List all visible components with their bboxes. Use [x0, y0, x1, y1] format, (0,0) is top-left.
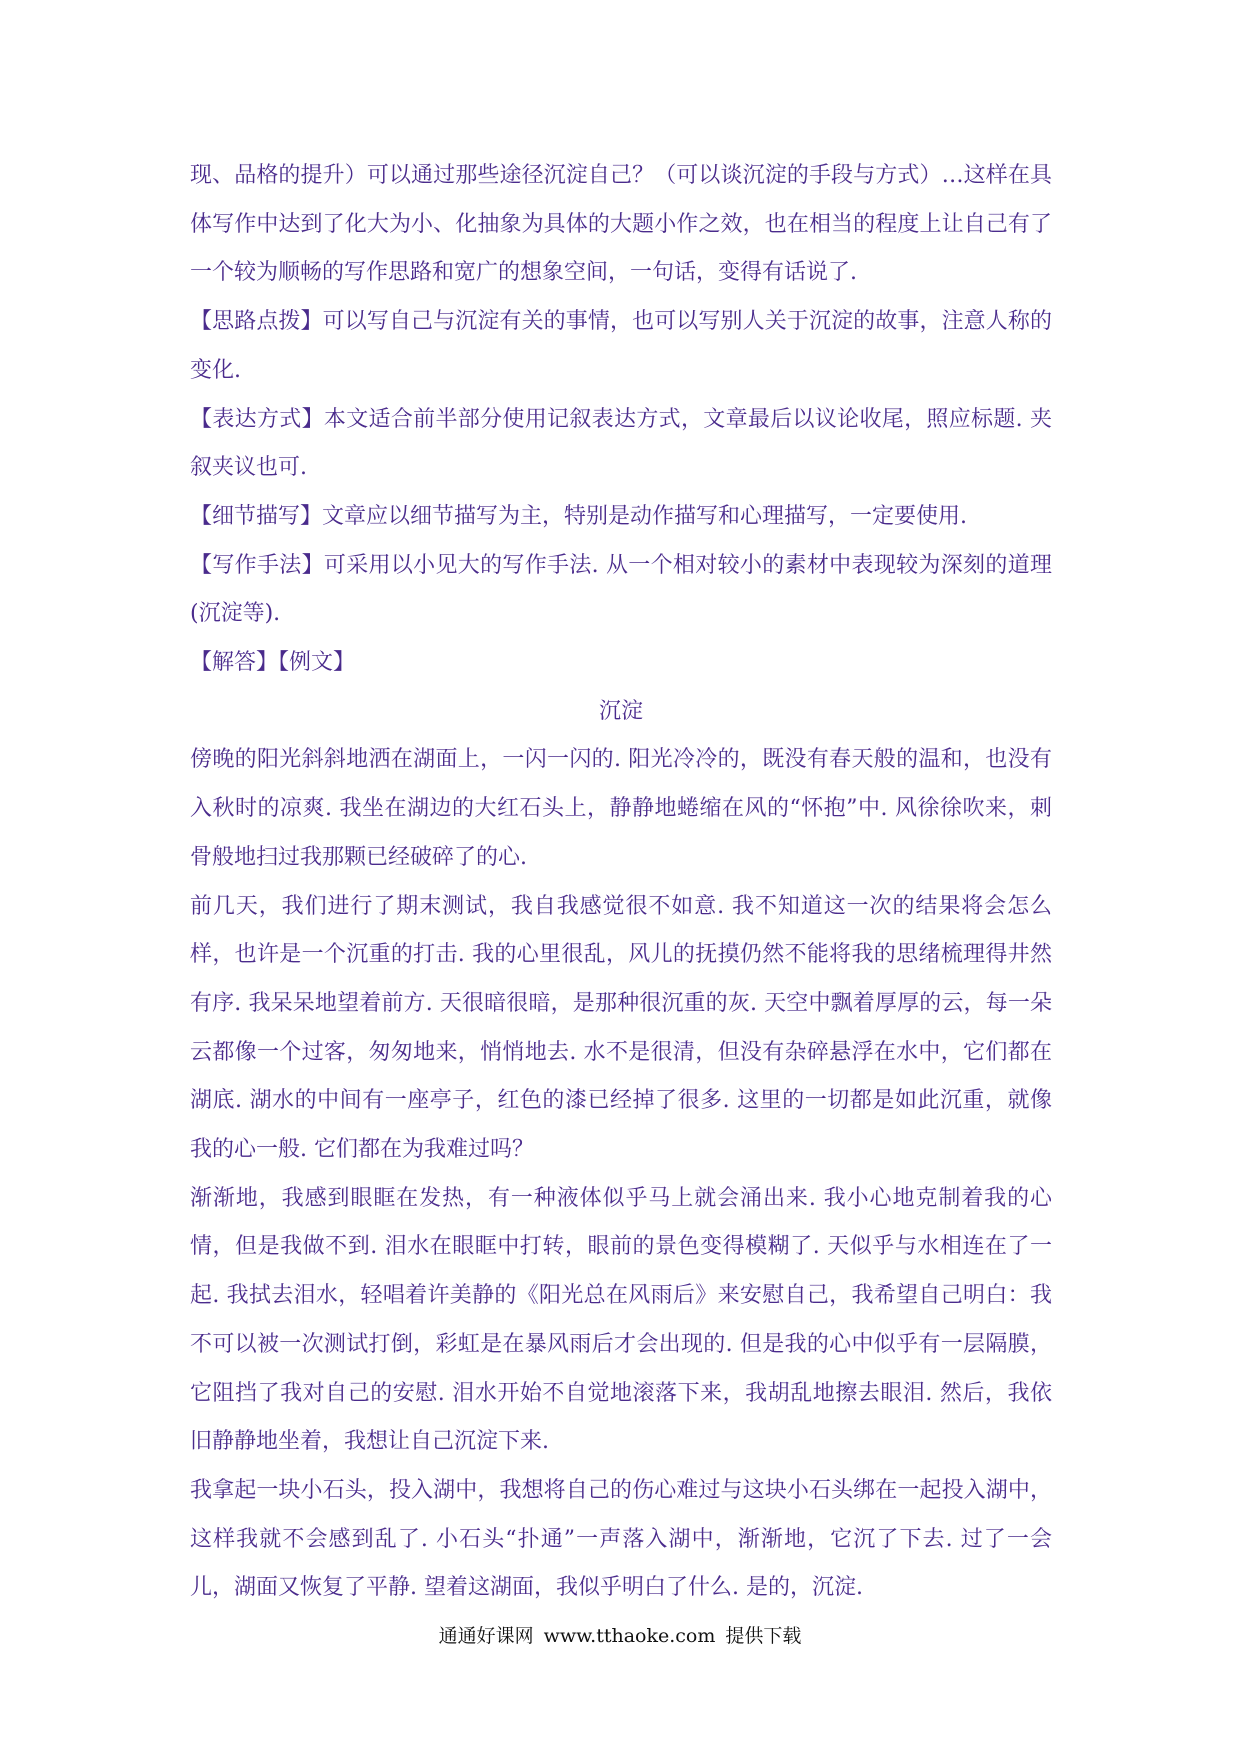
essay-paragraph-1: 傍晚的阳光斜斜地洒在湖面上，一闪一闪的. 阳光冷冷的，既没有春天般的温和，也没有入秋时的凉爽. 我坐在湖边的大红石头上，静静地蜷缩在风的“怀抱”中. 风徐徐吹来，刺骨般地扫过我那颗已经破碎了的心. [190, 747, 1052, 870]
essay-paragraph-2: 前几天，我们进行了期末测试，我自我感觉很不如意. 我不知道这一次的结果将会怎么样，也许是一个沉重的打击. 我的心里很乱，风儿的抚摸仍然不能将我的思绪梳理得井然有序. 我呆呆地望着前方. 天很暗很暗，是那种很沉重的灰. 天空中飘着厚厚的云，每一朵云都像一个过客，匆匆地来，悄悄地去. 水不是很清，但没有杂碎悬浮在水中，它们都在湖底. 湖水的中间有一座亭子，红色的漆已经掉了很多. 这里的一切都是如此沉重，就像我的心一般. 它们都在为我难过吗？ [190, 893, 1052, 1163]
paragraph-thinking-tips: 【思路点拨】可以写自己与沉淀有关的事情，也可以写别人关于沉淀的故事，注意人称的变化. [190, 309, 1052, 383]
footer-suffix: 提供下载 [725, 1625, 802, 1647]
paragraph-answer-heading: 【解答】【例文】 [190, 650, 356, 676]
paragraph-detail-description: 【细节描写】文章应以细节描写为主，特别是动作描写和心理描写，一定要使用. [190, 503, 967, 529]
paragraph-writing-technique: 【写作手法】可采用以小见大的写作手法. 从一个相对较小的素材中表现较为深刻的道理(沉淀等). [190, 552, 1052, 627]
paragraph-intro-continued: 现、品格的提升）可以通过那些途径沉淀自己？（可以谈沉淀的手段与方式）…这样在具体写作中达到了化大为小、化抽象为具体的大题小作之效，也在相当的程度上让自己有了一个较为顺畅的写作思路和宽广的想象空间，一句话，变得有话说了. [190, 163, 1052, 286]
document-body [190, 152, 1052, 1613]
essay-title: 沉淀 [598, 698, 643, 724]
page-footer [0, 1622, 1240, 1650]
footer-url[interactable]: www.tthaoke.com [543, 1625, 716, 1647]
paragraph-expression-method: 【表达方式】本文适合前半部分使用记叙表达方式，文章最后以议论收尾，照应标题. 夹叙夹议也可. [190, 406, 1052, 481]
footer-site-name: 通通好课网 [438, 1625, 534, 1647]
essay-paragraph-4: 我拿起一块小石头，投入湖中，我想将自己的伤心难过与这块小石头绑在一起投入湖中，这样我就不会感到乱了. 小石头“扑通”一声落入湖中，渐渐地，它沉了下去. 过了一会儿，湖面又恢复了平静. 望着这湖面，我似乎明白了什么. 是的，沉淀. [190, 1477, 1052, 1601]
essay-paragraph-3: 渐渐地，我感到眼眶在发热，有一种液体似乎马上就会涌出来. 我小心地克制着我的心情，但是我做不到. 泪水在眼眶中打转，眼前的景色变得模糊了. 天似乎与水相连在了一起. 我拭去泪水，轻唱着许美静的《阳光总在风雨后》来安慰自己，我希望自己明白：我不可以被一次测试打倒，彩虹是在暴风雨后才会出现的. 但是我的心中似乎有一层隔膜，它阻挡了我对自己的安慰. 泪水开始不自觉地滚落下来，我胡乱地擦去眼泪. 然后，我依旧静静地坐着，我想让自己沉淀下来. [190, 1185, 1052, 1455]
